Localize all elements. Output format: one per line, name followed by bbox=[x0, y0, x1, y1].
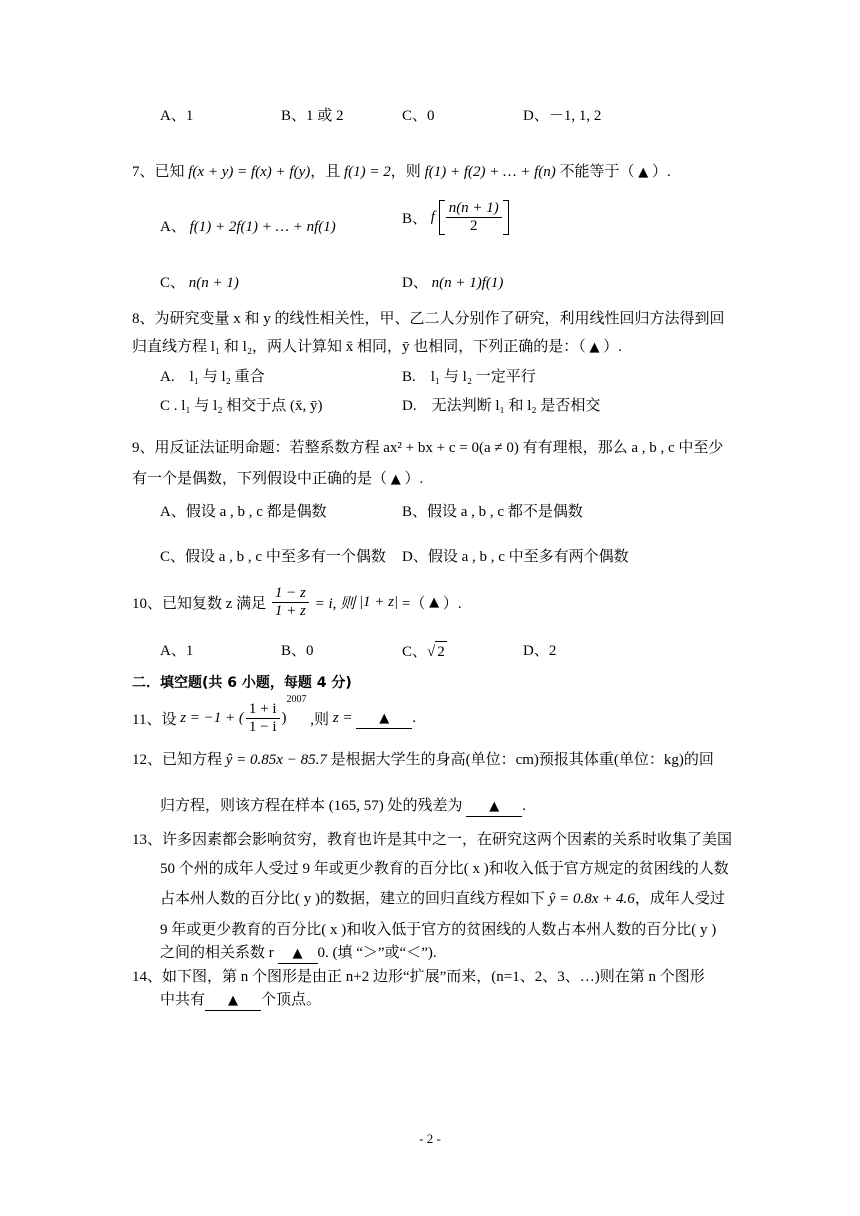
q7-opt-b-fraction bbox=[446, 200, 502, 235]
q11-expr: z = −1 + ( bbox=[180, 710, 244, 727]
q6-option-b: B、1 或 2 bbox=[281, 108, 344, 124]
answer-mark-icon: ▲ bbox=[589, 340, 600, 355]
q7-opt-c-expr: n(n + 1) bbox=[188, 275, 239, 291]
section-heading: 二．填空题(共 6 小题，每题 4 分) bbox=[132, 675, 352, 691]
q12-sample: (165, 57) bbox=[328, 798, 384, 814]
q7-cond2: f(1) = 2 bbox=[344, 164, 391, 180]
q8-line1: 8、为研究变量 x 和 y 的线性相关性，甲、乙二人分别作了研究，利用线性回归方法得到回 bbox=[132, 311, 725, 327]
sqrt-icon: √ bbox=[427, 644, 436, 660]
q10-eq: =（ bbox=[401, 596, 426, 612]
q7-opt-b-label: B、 bbox=[402, 211, 428, 227]
q7-opt-b-bracket bbox=[439, 200, 509, 235]
q12-line1 bbox=[132, 750, 714, 770]
q12-line1b: 是根据大学生的身高(单位：cm)预报其体重(单位：kg)的回 bbox=[330, 752, 714, 768]
q10-opt-c-label: C、 bbox=[402, 644, 428, 660]
q7-mid: ，且 bbox=[310, 164, 341, 180]
q10-den: 1 + z bbox=[274, 603, 306, 619]
q7-cond1: f(x + y) = f(x) + f(y) bbox=[188, 164, 311, 180]
q14-line2a: 中共有 bbox=[160, 992, 206, 1008]
q11-fraction bbox=[246, 701, 280, 736]
q13-line4: 9 年或更少教育的百分比( x )和收入低于官方的贫困线的人数占本州人数的百分比( y ) bbox=[160, 922, 717, 938]
answer-mark-icon: ▲ bbox=[489, 799, 500, 814]
q10-option-a: A、1 bbox=[160, 643, 194, 659]
q9-line2-text: 有一个是偶数，下列假设中正确的是（ bbox=[132, 471, 388, 487]
q13-line1: 13、许多因素都会影响贫穷，教育也许是其中之一，在研究这两个因素的关系时收集了美国 bbox=[132, 832, 733, 848]
q14-line2 bbox=[160, 990, 321, 1011]
q7-option-a bbox=[160, 217, 336, 237]
q12-line1a: 12、已知方程 bbox=[132, 752, 223, 768]
q13-line3a: 占本州人数的百分比( y )的数据，建立的回归直线方程如下 bbox=[160, 891, 545, 907]
q10-abs: |1 + z| bbox=[358, 594, 399, 610]
q12-answer-blank bbox=[466, 797, 522, 817]
q9-option-a: A、假设 a , b , c 都是偶数 bbox=[160, 504, 327, 520]
q13-line3 bbox=[160, 889, 725, 909]
q7-opt-b-den: 2 bbox=[470, 218, 478, 234]
answer-mark-icon: ▲ bbox=[228, 993, 239, 1008]
q10-stem bbox=[132, 585, 462, 620]
q14-answer-blank bbox=[205, 991, 261, 1011]
q12-line2 bbox=[160, 796, 526, 817]
q8-option-b: B. l₁ 与 l₂ 一定平行 bbox=[402, 369, 536, 385]
q7-opt-d-label: D、 bbox=[402, 275, 428, 291]
answer-mark-icon: ▲ bbox=[292, 946, 303, 961]
q12-line2b: 处的残差为 bbox=[387, 798, 463, 814]
q9-line2 bbox=[132, 469, 423, 490]
q8-line2-text: 归直线方程 l₁ 和 l₂，两人计算知 x̄ 相同，ȳ 也相同，下列正确的是：（ bbox=[132, 339, 586, 355]
q7-opt-a-label: A、 bbox=[160, 219, 186, 235]
q7-opt-a-expr: f(1) + 2f(1) + … + nf(1) bbox=[189, 219, 336, 235]
q7-prefix: 7、已知 bbox=[132, 164, 185, 180]
q7-suffix: 不能等于（ bbox=[559, 164, 635, 180]
q13-equation: ŷ = 0.8x + 4.6 bbox=[548, 891, 635, 907]
q10-option-b: B、0 bbox=[281, 643, 314, 659]
q11-end: . bbox=[412, 710, 417, 727]
q7-sum: f(1) + f(2) + … + f(n) bbox=[424, 164, 556, 180]
q12-end: . bbox=[522, 798, 527, 814]
q14-line1: 14、如下图，第 n 个图形是由正 n+2 边形“扩展”而来，(n=1、2、3、…)则在第 n 个图形 bbox=[132, 969, 705, 985]
q7-option-c bbox=[160, 273, 239, 293]
q12-equation: ŷ = 0.85x − 85.7 bbox=[225, 752, 327, 768]
answer-mark-icon: ▲ bbox=[390, 472, 401, 487]
q12-line2a: 归方程，则该方程在样本 bbox=[160, 798, 326, 814]
q11-stem bbox=[132, 694, 416, 736]
page-number: - 2 - bbox=[419, 1131, 441, 1146]
q8-line2 bbox=[132, 337, 622, 358]
q11-close: ) bbox=[281, 710, 287, 727]
q7-mid2: ，则 bbox=[390, 164, 421, 180]
q10-opt-c-radicand: 2 bbox=[435, 641, 447, 662]
q6-option-a: A、1 bbox=[160, 108, 194, 124]
q13-line5a: 之间的相关系数 r bbox=[160, 945, 274, 961]
q7-opt-b-f: f bbox=[430, 209, 435, 225]
q11-z: z = bbox=[332, 710, 353, 727]
q8-option-a: A. l₁ 与 l₂ 重合 bbox=[160, 369, 265, 385]
q7-option-d bbox=[402, 273, 503, 293]
q9-option-d: D、假设 a , b , c 中至多有两个偶数 bbox=[402, 549, 629, 565]
answer-mark-icon: ▲ bbox=[379, 710, 390, 726]
q10-after: = i, 则 bbox=[314, 596, 356, 612]
q8-end: ）. bbox=[603, 339, 623, 355]
q11-prefix: 11、设 bbox=[132, 712, 177, 729]
q10-num: 1 − z bbox=[272, 585, 309, 603]
q13-line3b: ，成年人受过 bbox=[634, 891, 725, 907]
q11-den: 1 − i bbox=[248, 719, 277, 736]
q7-opt-b-num: n(n + 1) bbox=[446, 200, 502, 218]
q11-answer-blank bbox=[356, 709, 412, 729]
q11-num: 1 + i bbox=[246, 701, 280, 719]
q8-option-d: D. 无法判断 l₁ 和 l₂ 是否相交 bbox=[402, 398, 601, 414]
q14-line2b: 个顶点。 bbox=[261, 992, 322, 1008]
q8-option-c: C . l₁ 与 l₂ 相交于点 (x̄, ȳ) bbox=[160, 398, 323, 414]
q13-line2: 50 个州的成年人受过 9 年或更少教育的百分比( x )和收入低于官方规定的贫困线的人数 bbox=[160, 861, 729, 877]
answer-mark-icon: ▲ bbox=[638, 165, 649, 180]
q9-option-b: B、假设 a , b , c 都不是偶数 bbox=[402, 504, 583, 520]
q13-answer-blank bbox=[278, 944, 318, 964]
q10-option-d: D、2 bbox=[523, 643, 557, 659]
answer-mark-icon: ▲ bbox=[429, 595, 440, 610]
q10-prefix: 10、已知复数 z 满足 bbox=[132, 596, 267, 612]
q9-option-c: C、假设 a , b , c 中至多有一个偶数 bbox=[160, 549, 386, 565]
q7-option-b bbox=[402, 200, 509, 235]
q7-end: ）. bbox=[652, 164, 671, 180]
q11-exponent: 2007 bbox=[286, 694, 307, 705]
q9-line1: 9、用反证法证明命题：若整系数方程 ax² + bx + c = 0(a ≠ 0) 有有理根，那么 a , b , c 中至少 bbox=[132, 440, 724, 456]
q7-opt-d-expr: n(n + 1)f(1) bbox=[431, 275, 504, 291]
q9-end: ）. bbox=[404, 471, 424, 487]
q7-opt-c-label: C、 bbox=[160, 275, 186, 291]
q10-fraction bbox=[272, 585, 309, 620]
q10-option-c bbox=[402, 641, 447, 662]
q7-stem bbox=[132, 162, 671, 183]
q13-line5 bbox=[160, 943, 437, 964]
q11-after: ,则 bbox=[310, 712, 330, 729]
q10-end: ）. bbox=[442, 596, 462, 612]
q13-line5b: 0. (填 “＞”或“＜”). bbox=[317, 945, 437, 961]
q6-option-d: D、－1, 1, 2 bbox=[523, 108, 602, 124]
q6-option-c: C、0 bbox=[402, 108, 435, 124]
